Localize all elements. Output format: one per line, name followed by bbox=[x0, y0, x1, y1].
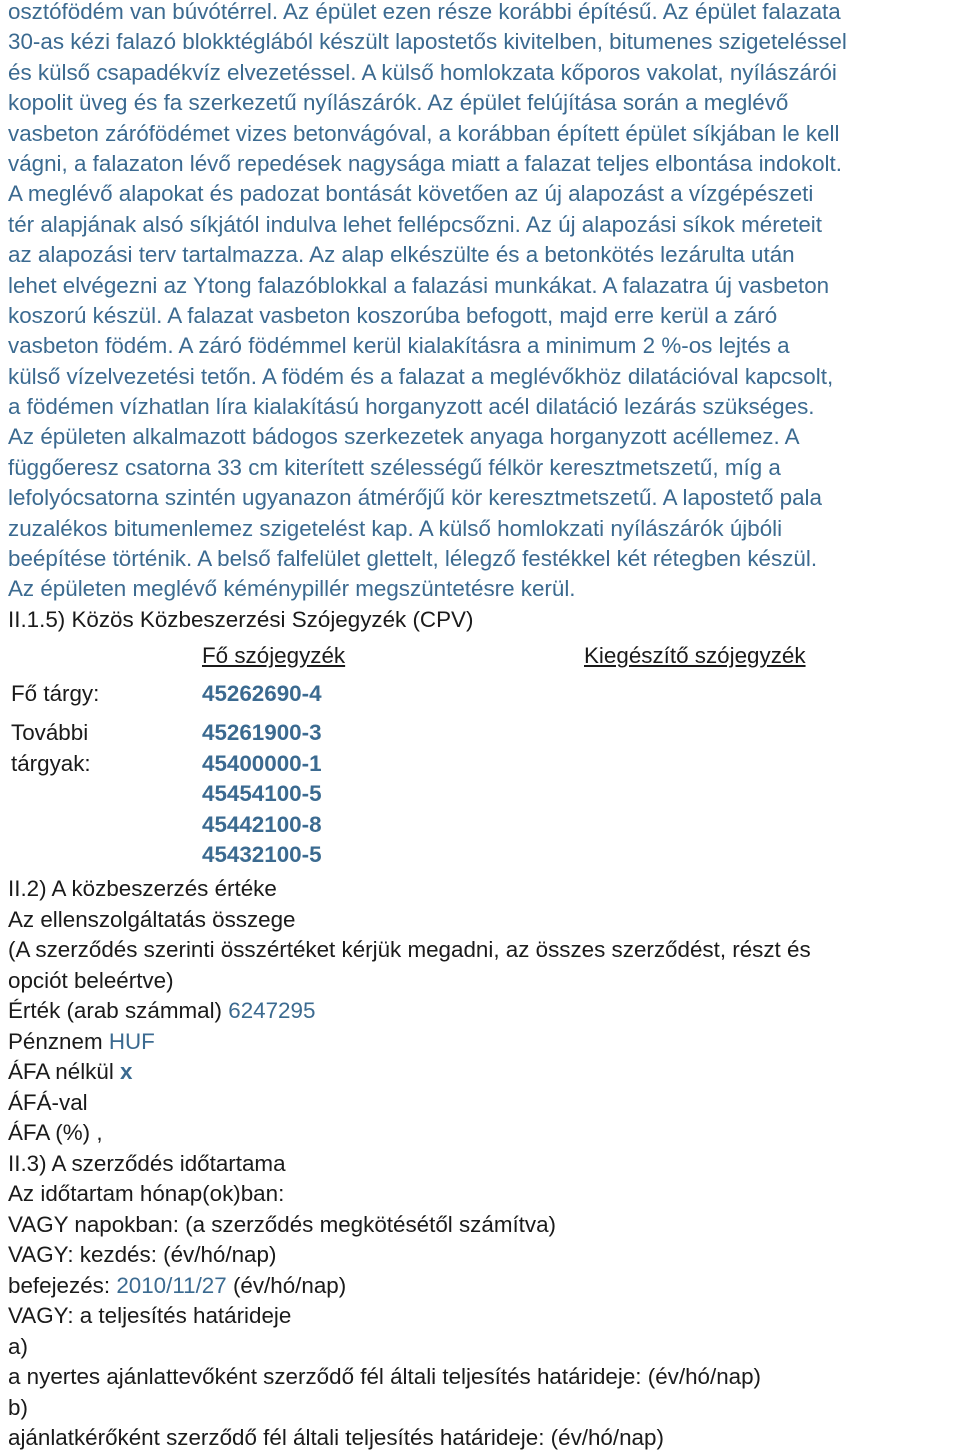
paragraph-line: tér alapjának alsó síkjától indulva lehet fellépcsőzni. Az új alapozási síkok méreteit bbox=[8, 211, 822, 237]
additional-object-code: 45432100-5 bbox=[202, 842, 322, 867]
without-vat-mark: x bbox=[120, 1059, 133, 1084]
paragraph-line: lefolyócsatorna szintén ugyanazon átmérőjű kör keresztmetszetű. A lapostető pala bbox=[8, 485, 822, 511]
paragraph-line: 30-as kézi falazó blokktéglából készült lapostetős kivitelben, bitumenes szigeteléssel bbox=[8, 29, 847, 55]
with-vat-label: ÁFÁ-val bbox=[8, 1090, 88, 1115]
paragraph-line: és külső csapadékvíz elvezetéssel. A külső homlokzata kőporos vakolat, nyílászárói bbox=[8, 59, 837, 85]
option-a-marker: a) bbox=[8, 1334, 28, 1359]
paragraph-line: osztófödém van búvótérrel. Az épület ezen része korábbi építésű. Az épület falazata bbox=[8, 0, 841, 24]
additional-object-code: 45454100-5 bbox=[202, 781, 322, 806]
without-vat-row bbox=[8, 1057, 133, 1087]
paragraph-line: lehet elvégezni az Ytong falazóblokkal a falazási munkákat. A falazatra új vasbeton bbox=[8, 272, 830, 298]
currency-row bbox=[8, 1027, 155, 1057]
additional-object-code: 45442100-8 bbox=[202, 812, 322, 837]
duration-days-label: VAGY napokban: (a szerződés megkötésétől számítva) bbox=[8, 1212, 557, 1237]
paragraph-line: függőeresz csatorna 33 cm kiterített szélességű félkör keresztmetszetű, míg a bbox=[8, 454, 781, 480]
paragraph-line: Az épületen alkalmazott bádogos szerkezetek anyaga horganyzott acéllemez. A bbox=[8, 424, 800, 450]
cpv-section-title: II.1.5) Közös Közbeszerzési Szójegyzék (CPV) bbox=[8, 607, 474, 632]
paragraph-line: kopolit üveg és fa szerkezetű nyílászárók. Az épület felújítása során a meglévő bbox=[8, 90, 789, 116]
additional-objects-label: tárgyak: bbox=[11, 751, 91, 776]
duration-section-title: II.3) A szerződés időtartama bbox=[8, 1151, 286, 1176]
additional-object-code: 45400000-1 bbox=[202, 751, 322, 776]
option-a-text: a nyertes ajánlattevőként szerződő fél általi teljesítés határideje: (év/hó/nap) bbox=[8, 1364, 762, 1389]
description-paragraph bbox=[8, 0, 953, 605]
paragraph-line: vasbeton zárófödémet vizes betonvágóval, a korábban épített épület síkjában le kell bbox=[8, 120, 840, 146]
value-note: (A szerződés szerinti összértéket kérjük megadni, az összes szerződést, részt és bbox=[8, 937, 811, 962]
main-object-code: 45262690-4 bbox=[202, 681, 322, 706]
value-subtitle: Az ellenszolgáltatás összege bbox=[8, 907, 296, 932]
currency-value: HUF bbox=[108, 1029, 155, 1054]
duration-months-label: Az időtartam hónap(ok)ban: bbox=[8, 1181, 285, 1206]
additional-objects-label: További bbox=[11, 720, 89, 745]
paragraph-line: A meglévő alapokat és padozat bontását követően az új alapozást a vízgépészeti bbox=[8, 181, 814, 207]
amount-label: Érték (arab számmal) bbox=[8, 998, 223, 1023]
option-b-text: ajánlatkérőként szerződő fél általi teljesítés határideje: (év/hó/nap) bbox=[8, 1425, 664, 1450]
paragraph-line: Az épületen meglévő kéménypillér megszüntetésre kerül. bbox=[8, 576, 576, 602]
value-section-title: II.2) A közbeszerzés értéke bbox=[8, 876, 277, 901]
without-vat-label: ÁFA nélkül bbox=[8, 1059, 114, 1084]
main-vocabulary-header: Fő szójegyzék bbox=[202, 643, 346, 668]
option-b-marker: b) bbox=[8, 1395, 28, 1420]
amount-row bbox=[8, 996, 315, 1026]
amount-value: 6247295 bbox=[228, 998, 316, 1023]
vat-percent-label: ÁFA (%) , bbox=[8, 1120, 103, 1145]
end-prefix: befejezés: bbox=[8, 1273, 111, 1298]
main-object-label: Fő tárgy: bbox=[11, 681, 100, 706]
end-date-value: 2010/11/27 bbox=[116, 1273, 227, 1298]
currency-label: Pénznem bbox=[8, 1029, 103, 1054]
deadline-label: VAGY: a teljesítés határideje bbox=[8, 1303, 292, 1328]
value-note: opciót beleértve) bbox=[8, 968, 174, 993]
paragraph-line: beépítése történik. A belső falfelület glettelt, lélegző festékkel két rétegben készül. bbox=[8, 546, 818, 572]
paragraph-line: zuzalékos bitumenlemez szigetelést kap. A külső homlokzati nyílászárók újbóli bbox=[8, 515, 783, 541]
paragraph-line: vasbeton födém. A záró födémmel kerül kialakításra a minimum 2 %-os lejtés a bbox=[8, 333, 790, 359]
end-suffix: (év/hó/nap) bbox=[232, 1273, 347, 1298]
supplementary-vocabulary-header: Kiegészítő szójegyzék bbox=[584, 643, 806, 668]
duration-start-label: VAGY: kezdés: (év/hó/nap) bbox=[8, 1242, 277, 1267]
paragraph-line: a födémen vízhatlan líra kialakítású horganyzott acél dilatáció lezárás szükséges. bbox=[8, 394, 815, 420]
paragraph-line: vágni, a falazaton lévő repedések nagysága miatt a falazat teljes elbontása indokolt. bbox=[8, 150, 842, 176]
duration-end-row bbox=[8, 1271, 346, 1301]
additional-object-code: 45261900-3 bbox=[202, 720, 322, 745]
paragraph-line: az alapozási terv tartalmazza. Az alap elkészülte és a betonkötés lezárulta után bbox=[8, 242, 795, 268]
paragraph-line: külső vízelvezetési tetőn. A födém és a falazat a meglévőkhöz dilatációval kapcsolt, bbox=[8, 363, 834, 389]
paragraph-line: koszorú készül. A falazat vasbeton koszorúba befogott, majd erre kerül a záró bbox=[8, 302, 778, 328]
